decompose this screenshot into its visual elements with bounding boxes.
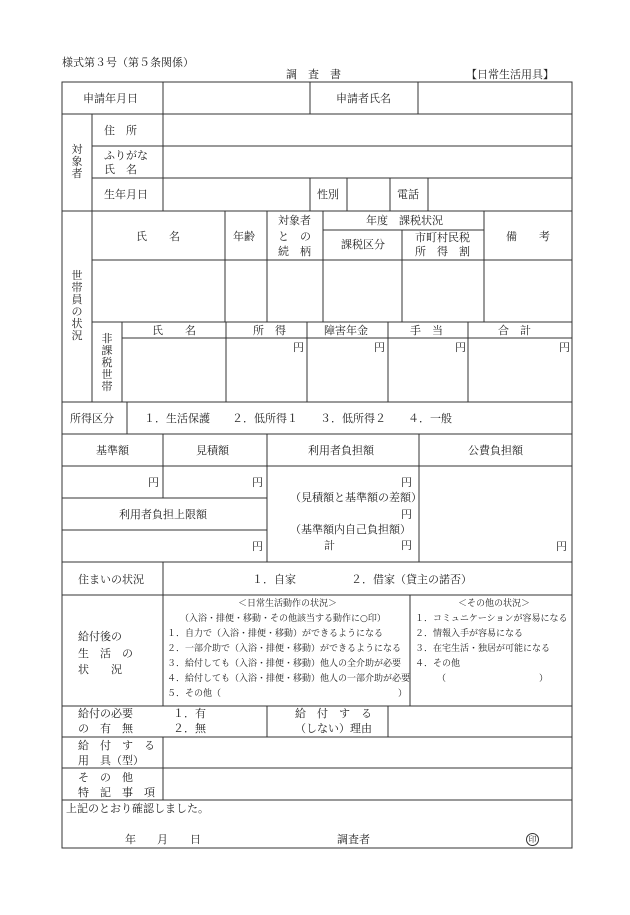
daily-item: ４．給付しても（入浴・排便・移動）他人の一部介助が必要 bbox=[167, 674, 411, 684]
tax-class-header: 課税区分 bbox=[341, 238, 385, 251]
housing-options: １．自家 ２．借家（貸主の諾否） bbox=[252, 573, 472, 586]
income-class-options: １．生活保護 ２．低所得１ ３．低所得２ ４．一般 bbox=[144, 412, 452, 425]
tax-status-header: 年度 課税状況 bbox=[366, 214, 443, 227]
after-label-3: 状 況 bbox=[78, 663, 122, 676]
other-status-header: ＜その他の状況＞ bbox=[458, 599, 531, 609]
nontax-household-label: 非課税世帯 bbox=[101, 332, 113, 393]
yen-unit: 円 bbox=[374, 341, 385, 354]
standard-amount-label: 基準額 bbox=[96, 444, 129, 457]
relation-header-3: 続 柄 bbox=[278, 245, 311, 258]
yen-unit: 円 bbox=[252, 476, 263, 489]
nontax-allowance-header: 手 当 bbox=[410, 324, 443, 337]
necessity-label-1: 給付の必要 bbox=[78, 707, 133, 720]
application-date-label: 申請年月日 bbox=[83, 92, 138, 105]
after-label-2: 生 活 の bbox=[78, 647, 133, 660]
yen-unit: 円 bbox=[556, 540, 567, 553]
household-name-header: 氏 名 bbox=[136, 230, 180, 243]
household-group-label: 世帯員の状況 bbox=[71, 269, 83, 342]
yen-unit: 円 bbox=[252, 540, 263, 553]
page-title: 調 査 書 bbox=[286, 68, 341, 81]
housing-label: 住まいの状況 bbox=[78, 573, 144, 586]
yen-unit: 円 bbox=[148, 476, 159, 489]
relation-header-1: 対象者 bbox=[278, 214, 311, 227]
daily-item: ３．給付しても（入浴・排便・移動）他人の全介助が必要 bbox=[167, 659, 402, 669]
phone-label: 電話 bbox=[397, 188, 419, 201]
daily-item: ２．一部介助で（入浴・排便・移動）ができるようになる bbox=[167, 644, 402, 654]
after-label-1: 給付後の bbox=[78, 630, 122, 643]
municipal-tax-header-1: 市町村民税 bbox=[415, 231, 470, 244]
daily-item-close: ） bbox=[398, 689, 408, 699]
address-label: 住 所 bbox=[104, 124, 137, 137]
nontax-income-header: 所 得 bbox=[253, 324, 286, 337]
other-item-open: （ bbox=[437, 674, 447, 684]
reason-label-1: 給 付 す る bbox=[295, 707, 372, 720]
necessity-yes: １．有 bbox=[173, 707, 206, 720]
daily-activity-header: ＜日常生活動作の状況＞ bbox=[238, 599, 338, 609]
yen-unit: 円 bbox=[293, 341, 304, 354]
difference-note: （見積額と基準額の差額） bbox=[290, 491, 422, 504]
estimate-amount-label: 見積額 bbox=[196, 444, 229, 457]
yen-unit: 円 bbox=[559, 341, 570, 354]
other-remarks-label-1: そ の 他 bbox=[78, 771, 133, 784]
nontax-name-header: 氏 名 bbox=[152, 324, 196, 337]
inspector-label: 調査者 bbox=[337, 833, 370, 846]
daily-item: １．自力で（入浴・排便・移動）ができるようになる bbox=[167, 629, 384, 639]
seal-icon: 印 bbox=[526, 833, 539, 846]
other-item: １．コミュニケーションが容易になる bbox=[415, 614, 568, 624]
confirmation-text: 上記のとおり確認しました。 bbox=[66, 802, 209, 815]
sex-label: 性別 bbox=[317, 188, 339, 201]
subject-group-label: 対象者 bbox=[71, 143, 83, 180]
equipment-label-1: 給 付 す る bbox=[78, 739, 155, 752]
self-burden-note: （基準額内自己負担額） bbox=[290, 523, 411, 536]
daily-item: ５．その他（ bbox=[167, 689, 222, 699]
relation-header-2: と の bbox=[278, 230, 311, 243]
notes-header: 備 考 bbox=[506, 230, 550, 243]
birthdate-label: 生年月日 bbox=[104, 188, 148, 201]
yen-unit: 円 bbox=[401, 476, 412, 489]
other-item-close: ） bbox=[539, 674, 549, 684]
yen-unit: 円 bbox=[401, 539, 412, 552]
yen-unit: 円 bbox=[455, 341, 466, 354]
applicant-name-label: 申請者氏名 bbox=[336, 92, 391, 105]
municipal-tax-header-2: 所 得 割 bbox=[415, 245, 470, 258]
total-label: 計 bbox=[324, 539, 335, 552]
form-number: 様式第３号（第５条関係） bbox=[62, 56, 194, 69]
necessity-label-2: の 有 無 bbox=[78, 722, 133, 735]
equipment-label-2: 用 具（型） bbox=[78, 754, 144, 767]
necessity-no: ２．無 bbox=[173, 722, 206, 735]
reason-label-2: （しない）理由 bbox=[295, 722, 372, 735]
other-remarks-label-2: 特 記 事 項 bbox=[78, 786, 155, 799]
date-month-label: 月 bbox=[157, 833, 168, 846]
furigana-label: ふりがな bbox=[104, 149, 148, 162]
user-limit-label: 利用者負担上限額 bbox=[119, 508, 207, 521]
nontax-total-header: 合 計 bbox=[498, 324, 531, 337]
user-burden-label: 利用者負担額 bbox=[308, 444, 374, 457]
daily-activity-note: （入浴・排便・移動・その他該当する動作に○印） bbox=[180, 614, 386, 624]
other-item: ２．情報入手が容易になる bbox=[415, 629, 524, 639]
other-item: ３．在宅生活・独居が可能になる bbox=[415, 644, 551, 654]
nontax-pension-header: 障害年金 bbox=[324, 324, 368, 337]
other-item: ４．その他 bbox=[415, 659, 461, 669]
household-age-header: 年齢 bbox=[233, 230, 255, 243]
subject-name-label: 氏 名 bbox=[104, 163, 137, 176]
date-year-label: 年 bbox=[125, 833, 136, 846]
income-class-label: 所得区分 bbox=[70, 412, 114, 425]
date-day-label: 日 bbox=[190, 833, 201, 846]
form-category: 【日常生活用具】 bbox=[466, 68, 554, 81]
yen-unit: 円 bbox=[401, 508, 412, 521]
public-burden-label: 公費負担額 bbox=[468, 444, 523, 457]
